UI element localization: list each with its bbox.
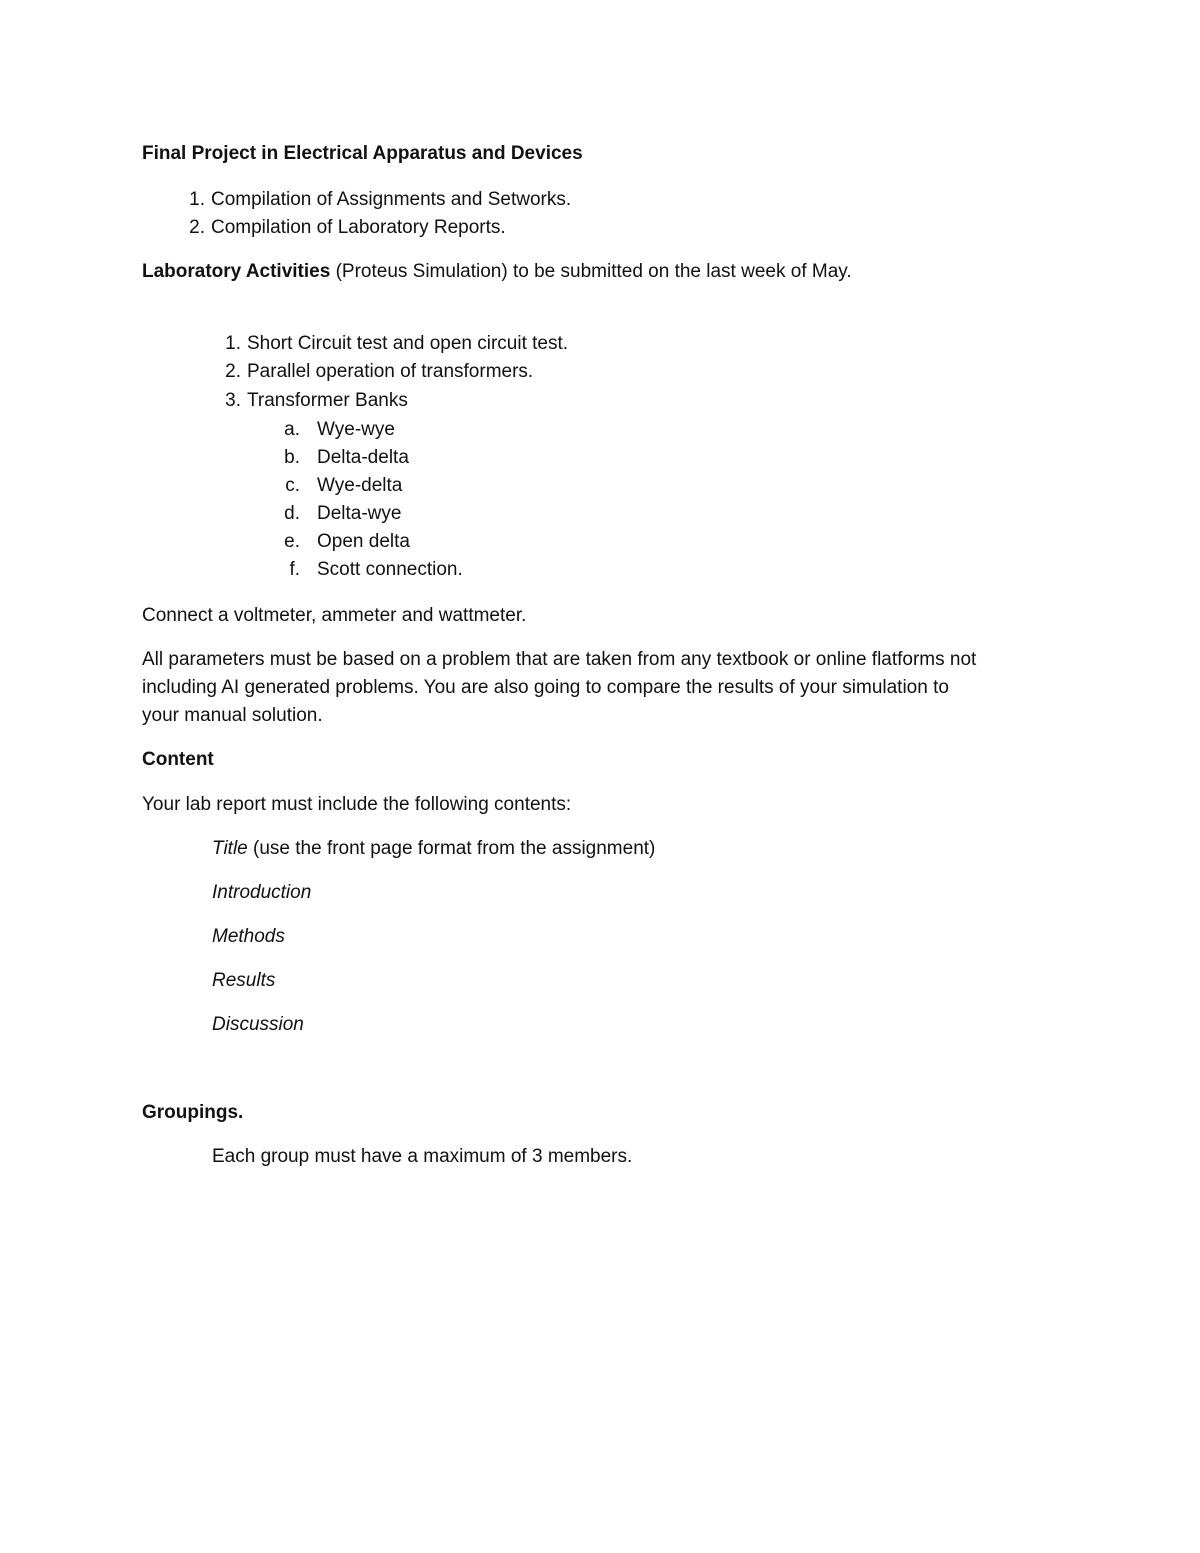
- list-marker: 1.: [225, 333, 241, 354]
- groupings-heading: Groupings.: [142, 1102, 244, 1123]
- list-marker: f.: [289, 559, 300, 580]
- list-item-text: Scott connection.: [317, 559, 463, 580]
- groupings-text: Each group must have a maximum of 3 members.: [212, 1146, 633, 1167]
- lab-activities-text: (Proteus Simulation) to be submitted on the last week of May.: [330, 261, 852, 282]
- list-marker: a.: [284, 419, 300, 440]
- list-item-text: Compilation of Laboratory Reports.: [211, 217, 506, 238]
- paragraph-line: your manual solution.: [142, 705, 323, 726]
- list-marker: e.: [284, 531, 300, 552]
- list-marker: d.: [284, 503, 300, 524]
- content-item-methods: Methods: [212, 926, 285, 947]
- content-heading: Content: [142, 749, 214, 770]
- list-item-text: Delta-delta: [317, 447, 409, 468]
- content-item-title-label: Title: [212, 838, 248, 859]
- list-marker: 2.: [225, 361, 241, 382]
- list-item-text: Open delta: [317, 531, 410, 552]
- content-item-title: [212, 835, 655, 863]
- list-item-text: Parallel operation of transformers.: [247, 361, 534, 382]
- lab-activities-heading: Laboratory Activities: [142, 261, 331, 282]
- list-item-text: Transformer Banks: [247, 390, 408, 411]
- list-marker: 1.: [189, 189, 205, 210]
- paragraph-line: All parameters must be based on a problem that are taken from any textbook or online flatforms not: [142, 649, 977, 670]
- list-item-text: Delta-wye: [317, 503, 402, 524]
- document-title: Final Project in Electrical Apparatus and Devices: [142, 143, 583, 164]
- list-item-text: Compilation of Assignments and Setworks.: [211, 189, 572, 210]
- connect-paragraph: Connect a voltmeter, ammeter and wattmeter.: [142, 605, 527, 626]
- parameters-paragraph: [142, 646, 1072, 730]
- list-marker: b.: [284, 447, 300, 468]
- content-item-results: Results: [212, 970, 276, 991]
- content-item-title-note: (use the front page format from the assignment): [247, 838, 656, 859]
- lab-activities-paragraph: [142, 258, 1072, 286]
- list-item-text: Short Circuit test and open circuit test.: [247, 333, 569, 354]
- list-marker: 2.: [189, 217, 205, 238]
- list-item-text: Wye-delta: [317, 475, 403, 496]
- content-intro: Your lab report must include the following contents:: [142, 794, 572, 815]
- list-item-text: Wye-wye: [317, 419, 395, 440]
- paragraph-line: including AI generated problems. You are also going to compare the results of your simulation to: [142, 677, 949, 698]
- content-item-introduction: Introduction: [212, 882, 312, 903]
- list-marker: c.: [285, 475, 300, 496]
- list-marker: 3.: [225, 390, 241, 411]
- content-item-discussion: Discussion: [212, 1014, 304, 1035]
